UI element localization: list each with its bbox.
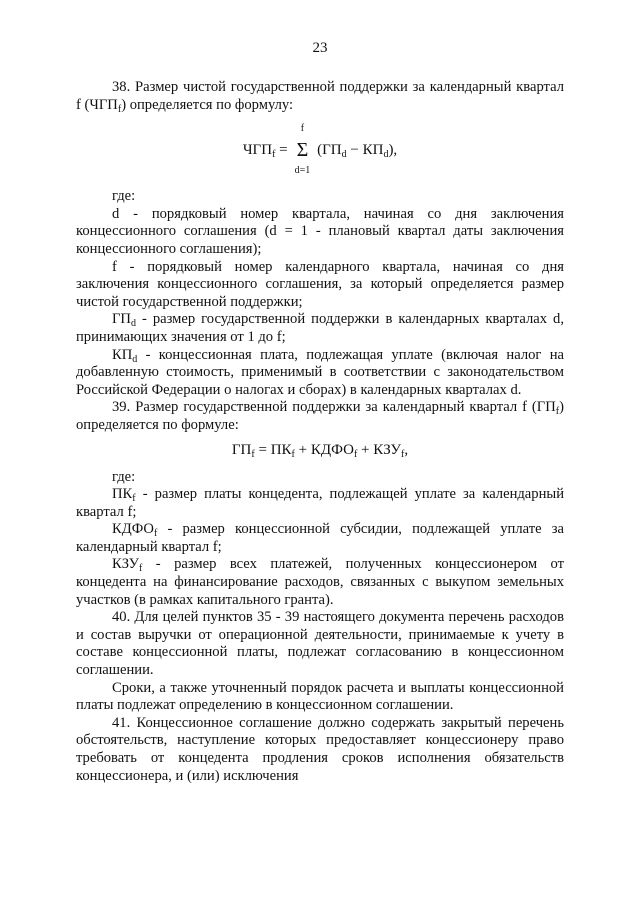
where-label-2: где: <box>112 468 136 485</box>
paragraph-39: 39. Размер государственной поддержки за календарный квартал f $(ГП_f)$ определяется по формуле: <box>76 399 564 433</box>
paragraph-40: 40. Для целей пунктов 35 - 39 настоящего документа перечень расходов и состав выручки от операционной деятельности, принимаемые к учету в составе концессионной платы, подлежат согласованию в концессионном соглашении. <box>76 609 564 679</box>
document-body <box>76 79 564 785</box>
page-number: 23 <box>312 40 328 56</box>
paragraph-41: 41. Концессионное соглашение должно содержать закрытый перечень обстоятельств, наступление которых предоставляет концессионеру право требовать от концедента продления сроков исполнения обязательств концессионера, и (или) исключения <box>76 714 564 784</box>
definition-kp: $КП_d$ - концессионная плата, подлежащая уплате (включая налог на добавленную стоимость, применимый в соответствии с законодательством Российской Федерации о налогах и сборах) в календарных кварталах d. <box>76 346 564 398</box>
definition-pk: $ПК_f$ - размер платы концедента, подлежащей уплате за календарный квартал f; <box>76 486 564 520</box>
paragraph-40-terms: Сроки, а также уточненный порядок расчета и выплаты концессионной платы подлежат определению в концессионном соглашении. <box>76 679 564 714</box>
definition-kzu: $КЗУ_f$ - размер всех платежей, полученных концессионером от концедента на финансирование расходов, связанных с выкупом земельных участков (в рамках капитального гранта). <box>76 556 564 608</box>
formula-gp: $ГП_f = ПК_f$ + $КДФО_f + КЗУ_f$, <box>231 441 409 460</box>
definition-kdfo: $КДФО_f$ - размер концессионной субсидии, подлежащей уплате за календарный квартал f; <box>76 521 564 555</box>
sum-operator: f Σ d=1 <box>294 123 311 177</box>
definition-f: f - порядковый номер календарного квартала, начиная со дня заключения концессионного соглашения, за который определяется размер чистой государственной поддержки; <box>76 258 564 310</box>
paragraph-38: 38. Размер чистой государственной поддержки за календарный квартал f $(ЧГП_f)$ определяется по формулу: <box>76 79 564 115</box>
definition-d: d - порядковый номер квартала, начиная со дня заключения концессионного соглашения (d = 1 - плановый квартал даты заключения концессионного соглашения); <box>76 205 564 257</box>
formula-chgp: $ЧГП_f$ = f Σ d=1 $(ГП_d - КП_d)$, <box>242 123 398 177</box>
where-label-1: где: <box>112 188 136 205</box>
definition-gp: $ГП_d$ - размер государственной поддержки в календарных кварталах d, принимающих значения от 1 до f; <box>76 311 564 345</box>
